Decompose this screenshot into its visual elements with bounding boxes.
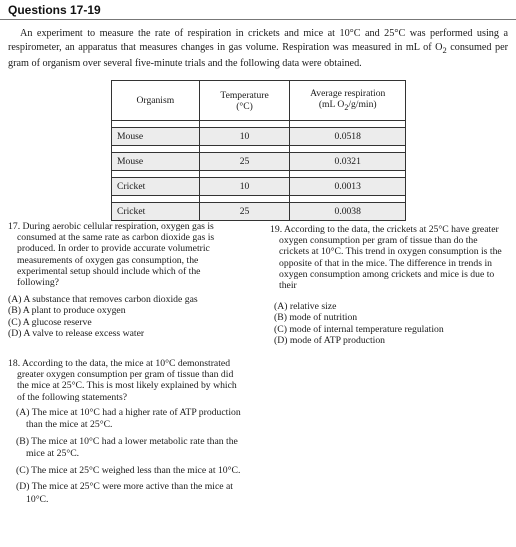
header-temperature-unit: (°C) [236,100,253,112]
question-18-option-a: (A) The mice at 10°C had a higher rate of ATP production than the mice at 25°C. [16,406,241,431]
cell-organism: Mouse [112,128,200,146]
question-17-option-c: (C) A glucose reserve [8,316,92,328]
question-19-text: 19. According to the data, the crickets at 25°C have greater oxygen consumption per gram of tissue than do the crickets at 10°C. This trend in oxygen consumption is the opposite of that in the mice. The difference in trends in oxygen consumption among crickets and mice is due to their [270,224,502,292]
experiment-intro [8,27,508,71]
question-17-option-d: (D) A valve to release excess water [8,327,145,339]
question-19-option-a: (A) relative size [274,301,337,313]
cell-respiration: 0.0013 [290,178,406,196]
question-18-options [8,407,243,507]
question-18-text: 18. According to the data, the mice at 10°C demonstrated greater oxygen consumption per gram of tissue than did the mice at 25°C. This is most likely explained by which of the following statements? [8,358,237,403]
question-19 [270,224,510,346]
header-temperature [199,81,290,121]
question-17-option-b: (B) A plant to produce oxygen [8,305,126,317]
cell-respiration: 0.0038 [290,203,406,221]
header-respiration-unit-start: (mL O [318,99,345,111]
cell-organism: Cricket [112,178,200,196]
question-17-option-a: (A) A substance that removes carbon dioxide gas [8,294,198,306]
cell-temperature: 25 [199,203,290,221]
question-18-option-d: (D) The mice at 25°C were more active than the mice at 10°C. [16,481,233,505]
header-respiration [290,81,406,121]
cell-temperature: 10 [199,128,290,146]
cell-respiration: 0.0518 [290,128,406,146]
table-spacer-row [112,171,406,178]
table-row [112,128,406,146]
table-row [112,178,406,196]
intro-text-end: consumed per gram of organism over several five-minute trials and the following data were obtained. [8,41,508,70]
cell-organism: Cricket [112,203,200,221]
question-18-option-b: (B) The mice at 10°C had a lower metabolic rate than the mice at 25°C. [16,435,238,460]
question-17 [8,221,243,339]
question-18-option-c: (C) The mice at 25°C weighed less than the mice at 10°C. [16,464,241,476]
question-19-options [270,301,510,346]
header-temperature-label: Temperature [220,89,269,101]
question-18 [8,358,243,506]
question-17-options [8,294,243,339]
header-respiration-unit-subscript: 2 [344,102,349,112]
intro-text-start: An experiment to measure the rate of respiration in crickets and mice at 10°C and 25°C was performed using a respirometer, an apparatus that measures changes in gas volume. Respiration was measured in mL of O [8,28,508,53]
cell-organism: Mouse [112,153,200,171]
header-respiration-unit-end: /g/min) [348,99,377,111]
heading-divider [0,19,516,20]
table-row [112,203,406,221]
question-17-text: 17. During aerobic cellular respiration, oxygen gas is consumed at the same rate as carbon dioxide gas is produced. In order to provide accurate volumetric measurements of oxygen gas consumption, the experimental setup should include which of the following? [8,221,215,289]
cell-temperature: 10 [199,178,290,196]
header-organism: Organism [112,81,200,121]
table-spacer-row [112,121,406,128]
table-spacer-row [112,146,406,153]
question-19-option-d: (D) mode of ATP production [274,334,386,346]
table-header-row [112,81,406,121]
table-row [112,153,406,171]
cell-temperature: 25 [199,153,290,171]
question-19-option-b: (B) mode of nutrition [274,312,358,324]
section-heading: Questions 17-19 [8,3,101,17]
question-19-option-c: (C) mode of internal temperature regulation [274,323,444,335]
respiration-data-table [111,80,406,221]
intro-subscript: 2 [442,44,447,55]
table-spacer-row [112,196,406,203]
header-respiration-label: Average respiration [310,88,386,100]
cell-respiration: 0.0321 [290,153,406,171]
